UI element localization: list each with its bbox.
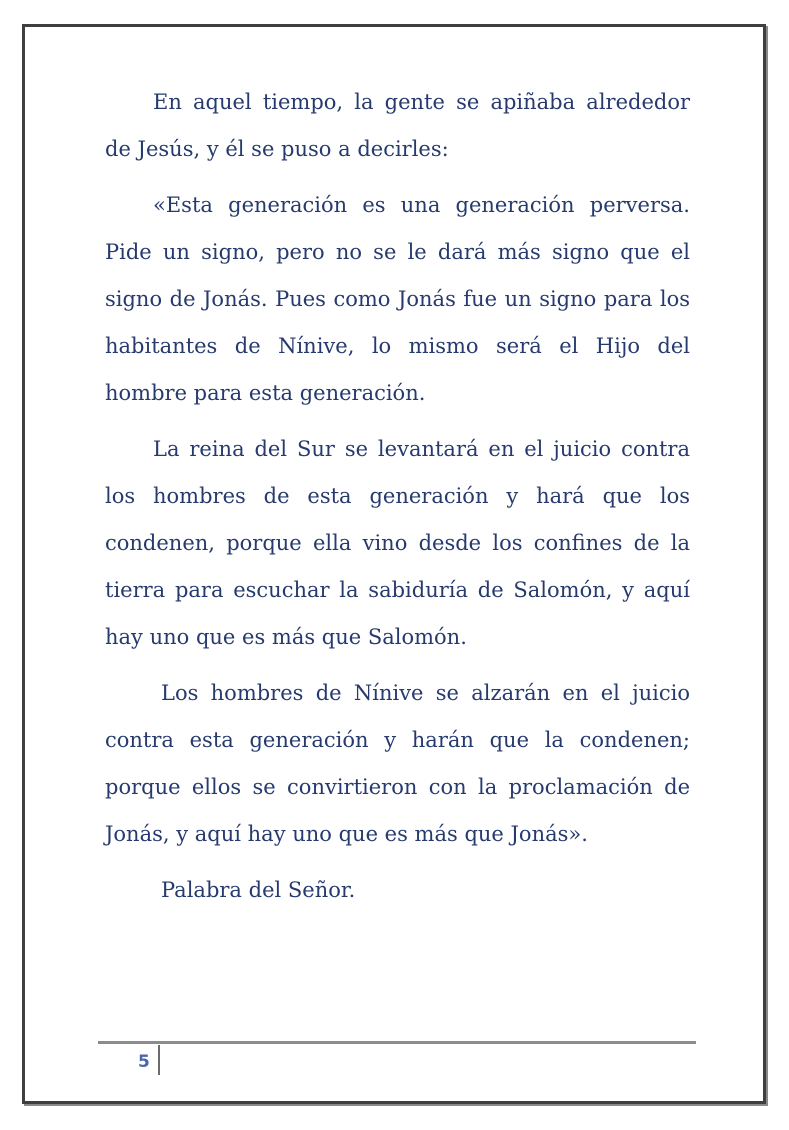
paragraph-queen-south: La reina del Sur se levantará en el juicio contra los hombres de esta generación y hará que los condenen, porque ella vino desde los confines de la tierra para escuchar la sabiduría de Salomón, y aquí hay uno que es más que Salomón.	[105, 437, 690, 649]
closing-acclamation: Palabra del Señor.	[161, 878, 356, 902]
document-page	[22, 24, 766, 1104]
page-number: 5	[138, 1052, 150, 1072]
paragraph-nineveh: Los hombres de Nínive se alzarán en el juicio contra esta generación y harán que la condenen; porque ellos se convirtieron con la proclamación de Jonás, y aquí hay uno que es más que Jonás».	[105, 681, 690, 846]
reading-text	[105, 79, 690, 923]
paragraph-jonah-sign: «Esta generación es una generación perversa. Pide un signo, pero no se le dará más signo que el signo de Jonás. Pues como Jonás fue un signo para los habitantes de Nínive, lo mismo será el Hijo del hombre para esta generación.	[105, 193, 690, 405]
paragraph-intro: En aquel tiempo, la gente se apiñaba alrededor de Jesús, y él se puso a decirles:	[105, 90, 690, 161]
page-number-separator	[158, 1045, 160, 1075]
footer-divider	[98, 1041, 696, 1044]
